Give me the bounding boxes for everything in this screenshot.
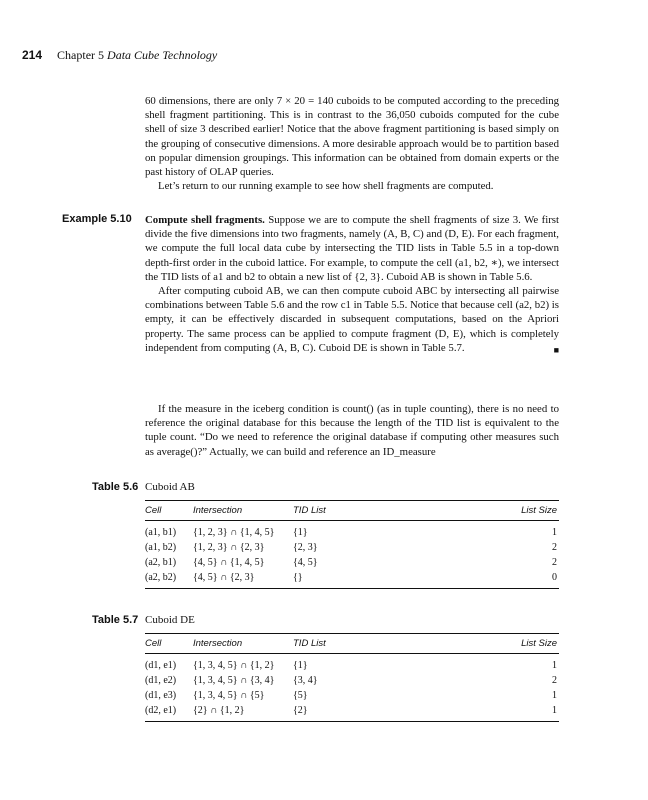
example-label: Example 5.10 (62, 213, 132, 225)
table-row (145, 570, 559, 589)
intersection: {1, 2, 3} ∩ {1, 4, 5} (193, 527, 275, 538)
intersection: {4, 5} ∩ {1, 4, 5} (193, 557, 265, 568)
chapter-label: Chapter 5 (57, 48, 105, 62)
list-size: 1 (345, 703, 559, 722)
header-cell: Cell (145, 501, 193, 521)
list-size: 1 (552, 690, 557, 701)
example-paragraph-1 (145, 213, 559, 284)
intersection: {1, 3, 4, 5} ∩ {5} (193, 690, 265, 701)
intersection: {1, 2, 3} ∩ {2, 3} (193, 542, 265, 553)
paragraph-3: If the measure in the iceberg condition is count() (as in tuple counting), there is no need to reference the original database for this because the length of the TID list is equivalent to the tuple count. “Do we need to reference the original database if computing other measures such as average()?” Actually, we can build and reference an ID_measure (145, 403, 559, 458)
cell: (d1, e3) (145, 690, 177, 701)
table-5-7-label: Table 5.7 (92, 614, 139, 626)
header-intersection: Intersection (193, 634, 293, 654)
cell: (a2, b2) (145, 570, 193, 589)
tid-list: {3, 4} (293, 675, 318, 686)
page-number: 214 (22, 48, 43, 62)
header-cell: Cell (145, 634, 193, 654)
cell: (a1, b2) (145, 542, 177, 553)
tid-list: {} (293, 570, 345, 589)
cell: (d1, e1) (145, 660, 177, 671)
table-row (145, 688, 559, 703)
header-tid-list: TID List (293, 501, 345, 521)
tid-list: {2} (293, 703, 345, 722)
header-list-size: List Size (345, 501, 559, 521)
list-size: 2 (552, 675, 557, 686)
list-size: 2 (552, 542, 557, 553)
example-text-2: After computing cuboid AB, we can then compute cuboid ABC by intersecting all pairwise combinations between Table 5.6 and the row c1 in Table 5.5. Notice that because cell (a2, b2) is empty, it can be effectively discarded in subsequent computations, based on the Apriori property. The same process can be applied to compute fragment (D, E), which is completely independent from computing (A, B, C). Cuboid DE is shown in Table 5.7. (145, 285, 559, 354)
intersection: {1, 3, 4, 5} ∩ {3, 4} (193, 675, 275, 686)
header-intersection: Intersection (193, 501, 293, 521)
cell: (d2, e1) (145, 703, 193, 722)
table-5-7-caption: Cuboid DE (145, 614, 195, 626)
cell: (a2, b1) (145, 557, 177, 568)
table-row (145, 555, 559, 570)
cell: (a1, b1) (145, 527, 177, 538)
paragraph-2: Let’s return to our running example to see how shell fragments are computed. (158, 180, 494, 193)
list-size: 0 (345, 570, 559, 589)
table-header-row (145, 501, 559, 521)
cell: (d1, e2) (145, 675, 177, 686)
paragraph-1: 60 dimensions, there are only 7 × 20 = 140 cuboids to be computed according to the preceding shell fragment partitioning. This is in contrast to the 36,050 cuboids computed for the cube shell of size 3 described earlier! Notice that the above fragment partitioning is based simply on the grouping of consecutive dimensions. A more desirable approach would be to partition based on popular dimension groupings. This information can be obtained from domain experts or the past history of OLAP queries. (145, 95, 559, 179)
after-example-text (145, 402, 559, 459)
intersection: {1, 3, 4, 5} ∩ {1, 2} (193, 660, 275, 671)
table-row (145, 654, 559, 674)
table-row (145, 540, 559, 555)
list-size: 1 (552, 527, 557, 538)
running-header (22, 48, 217, 63)
table-cuboid-ab (145, 500, 559, 589)
list-size: 1 (552, 660, 557, 671)
table-5-6-label: Table 5.6 (92, 481, 139, 493)
tid-list: {2, 3} (293, 542, 318, 553)
header-tid-list: TID List (293, 634, 345, 654)
chapter-title: Data Cube Technology (107, 48, 218, 62)
table-row (145, 703, 559, 722)
tid-list: {4, 5} (293, 557, 318, 568)
tid-list: {1} (293, 527, 308, 538)
table-header-row (145, 634, 559, 654)
table-row (145, 673, 559, 688)
table-row (145, 521, 559, 541)
table-cuboid-de (145, 633, 559, 722)
tid-list: {5} (293, 690, 308, 701)
intersection: {2} ∩ {1, 2} (193, 703, 293, 722)
tid-list: {1} (293, 660, 308, 671)
table-5-6-caption: Cuboid AB (145, 481, 195, 493)
list-size: 2 (552, 557, 557, 568)
intersection: {4, 5} ∩ {2, 3} (193, 570, 293, 589)
header-list-size: List Size (345, 634, 559, 654)
example-body (145, 213, 559, 357)
example-text-1: Suppose we are to compute the shell fragments of size 3. We first divide the five dimensions into two fragments, namely (A, B, C) and (D, E). For each fragment, we compute the full local data cube by intersecting the TID lists in Table 5.5 in a top-down depth-first order in the cuboid lattice. For example, to compute the cell (a1, b2, ∗), we intersect the TID lists of a1 and b2 to obtain a new list of {2, 3}. Cuboid AB is shown in Table 5.6. (145, 214, 559, 283)
example-paragraph-2 (145, 284, 559, 355)
example-title: Compute shell fragments. (145, 214, 265, 226)
end-of-example-mark: ■ (553, 344, 559, 355)
opening-text (145, 94, 559, 193)
